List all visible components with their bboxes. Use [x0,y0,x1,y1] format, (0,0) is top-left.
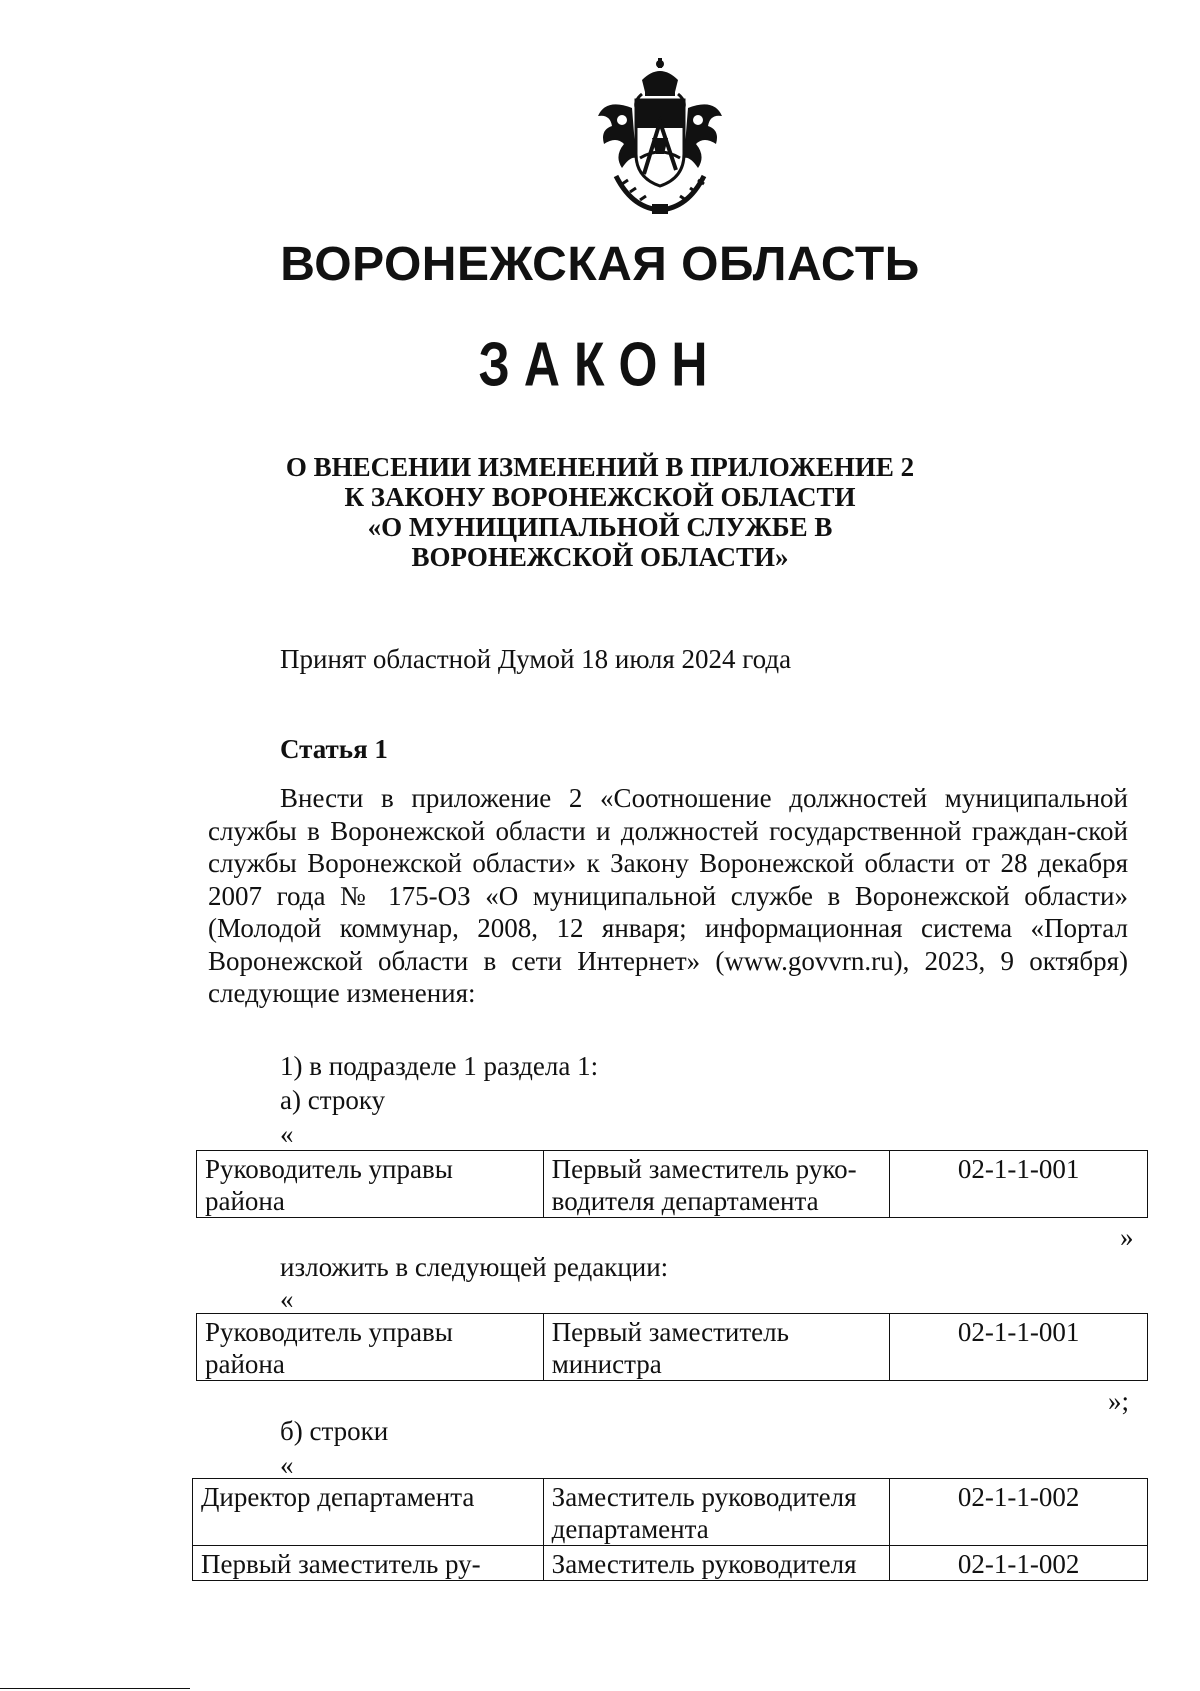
open-quote: « [280,1119,294,1149]
table-cell [193,1479,544,1546]
law-heading [280,452,920,572]
close-quote: » [1120,1222,1134,1252]
rows-b-table [192,1478,1148,1581]
law-heading-line: О ВНЕСЕНИИ ИЗМЕНЕНИЙ В ПРИЛОЖЕНИЕ 2 [285,452,915,482]
new-row-table [196,1313,1148,1381]
cell-line: Первый заместитель ру- [201,1549,481,1579]
cell-line: департамента [551,1514,709,1544]
code-cell: 02-1-1-001 [890,1151,1148,1218]
code-cell: 02-1-1-002 [890,1546,1148,1581]
table-cell [197,1151,544,1218]
law-heading-line: К ЗАКОНУ ВОРОНЕЖСКОЙ ОБЛАСТИ [344,482,856,512]
footnote-divider [0,1688,190,1689]
coat-of-arms-icon [592,58,728,216]
old-row-table [196,1150,1148,1218]
code-cell: 02-1-1-002 [890,1479,1148,1546]
article-title: Статья 1 [280,734,388,764]
region-title: ВОРОНЕЖСКАЯ ОБЛАСТЬ [280,238,920,291]
cell-line: Первый заместитель [551,1317,789,1347]
cell-line: Руководитель управы [205,1317,453,1347]
cell-line: Заместитель руководителя [551,1482,857,1512]
code-cell: 02-1-1-001 [890,1314,1148,1381]
list-item-a: а) строку [280,1085,386,1115]
cell-line: Первый заместитель руко- [551,1154,857,1184]
close-quote: »; [1108,1386,1130,1416]
cell-line: Руководитель управы [205,1154,453,1184]
table-row [193,1479,1148,1546]
table-cell [197,1314,544,1381]
list-item-b: б) строки [280,1416,389,1446]
document-type-title: ЗАКОН [478,329,722,399]
cell-line: министра [551,1349,662,1379]
table-row [197,1151,1148,1218]
table-row [197,1314,1148,1381]
table-cell [543,1479,890,1546]
table-cell [543,1546,890,1581]
article-body: Внести в приложение 2 «Соотношение должностей муниципальной службы в Воронежской области и должностей государственной граждан-ской службы Воронежской области» к Закону Воронежской области от 28 декабря 2007 года № 175-ОЗ «О муниципальной службе в Воронежской области» (Молодой коммунар, 2008, 12 января; информационная система «Портал Воронежской области в сети Интернет» (www.govvrn.ru), 2023, 9 октября) следующие изменения: [208,783,1128,1008]
cell-line: Директор департамента [201,1482,475,1512]
law-heading-line: «О МУНИЦИПАЛЬНОЙ СЛУЖБЕ В [367,512,833,542]
table-cell [543,1314,890,1381]
restate-note: изложить в следующей редакции: [280,1252,669,1282]
table-cell [193,1546,544,1581]
list-item-1: 1) в подразделе 1 раздела 1: [280,1051,599,1081]
open-quote: « [280,1450,294,1480]
table-row [193,1546,1148,1581]
law-heading-line: ВОРОНЕЖСКОЙ ОБЛАСТИ» [411,542,789,572]
cell-line: района [205,1349,285,1379]
cell-line: водителя департамента [551,1186,819,1216]
cell-line: района [205,1186,285,1216]
open-quote: « [280,1284,294,1314]
table-cell [543,1151,890,1218]
adoption-note: Принят областной Думой 18 июля 2024 года [280,644,792,674]
cell-line: Заместитель руководителя [551,1549,857,1579]
